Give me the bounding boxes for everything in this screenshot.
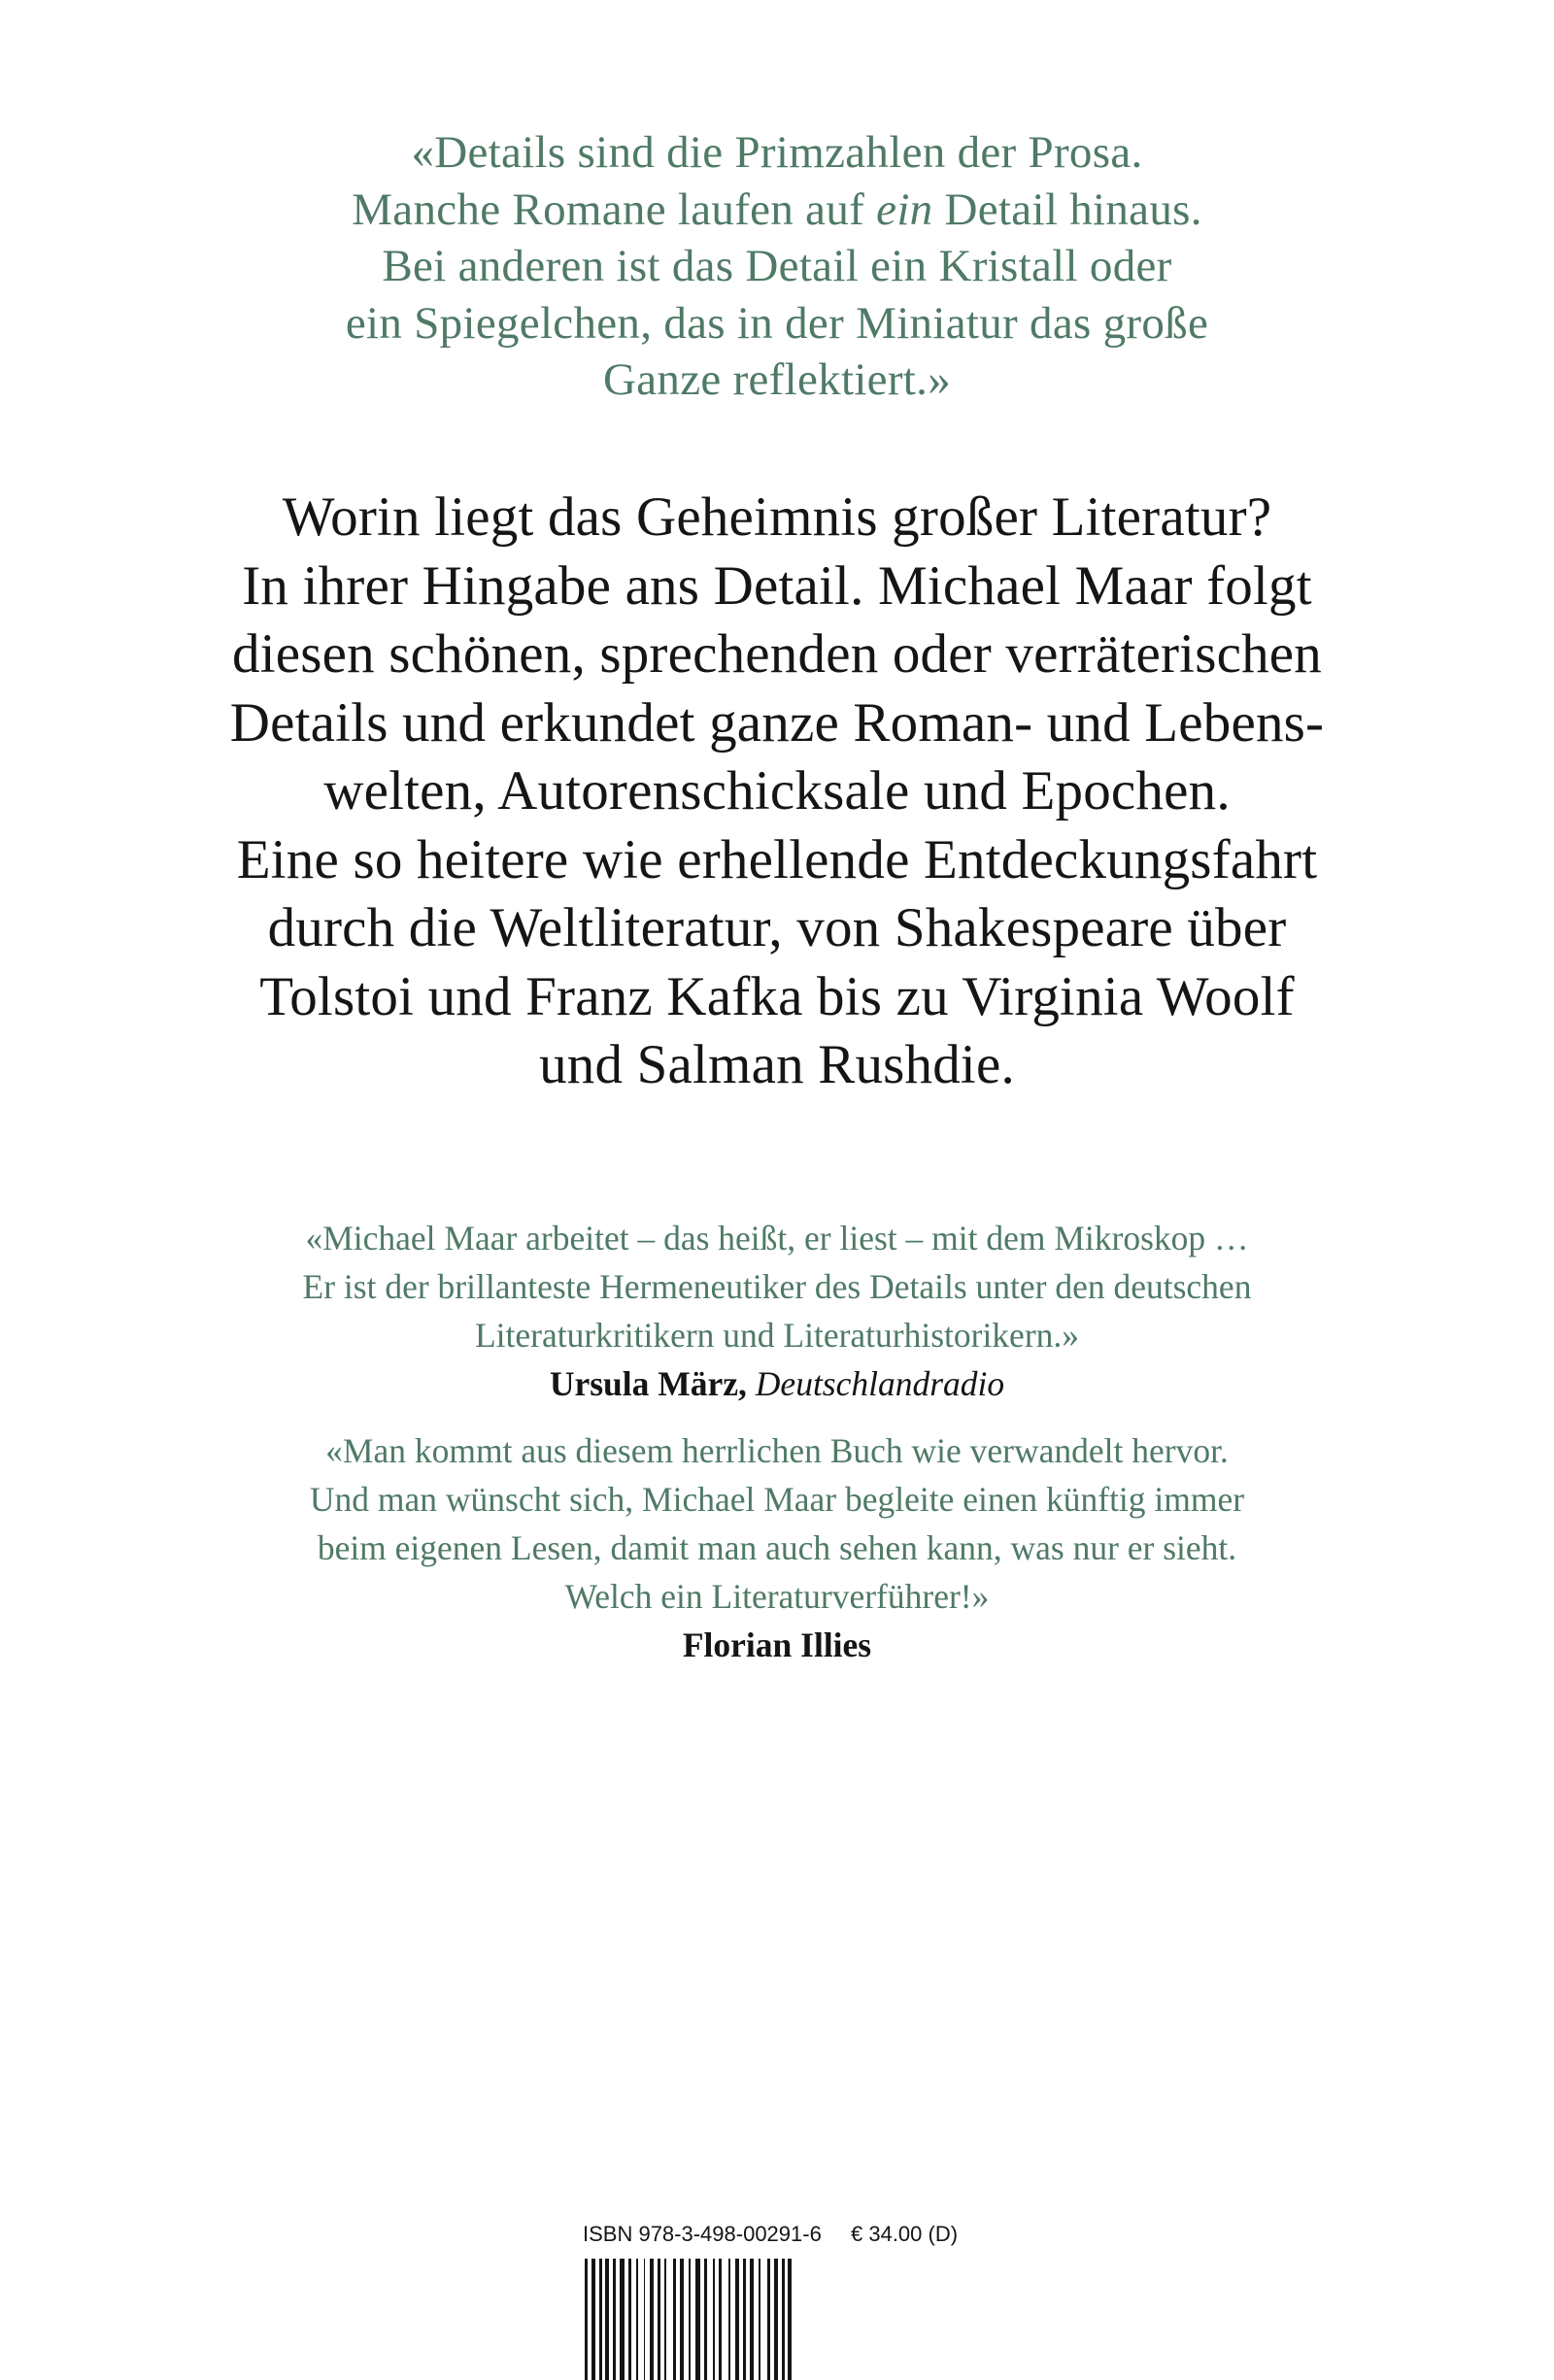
description-line: und Salman Rushdie. <box>539 1034 1015 1095</box>
barcode-bar <box>735 2259 739 2380</box>
review-quote-2 <box>0 1426 1554 1669</box>
book-description <box>0 484 1554 1100</box>
barcode-bar <box>759 2259 760 2380</box>
description-line: Tolstoi und Franz Kafka bis zu Virginia Woolf <box>259 965 1295 1027</box>
barcode-bar <box>782 2259 785 2380</box>
review-line: «Michael Maar arbeitet – das heißt, er liest – mit dem Mikroskop … <box>305 1219 1249 1257</box>
review-outlet: Deutschlandradio <box>755 1364 1005 1403</box>
barcode-bar <box>750 2259 754 2380</box>
barcode-bar <box>664 2259 666 2380</box>
review-line: Er ist der brillanteste Hermeneutiker des Details unter den deutschen <box>302 1267 1252 1306</box>
barcode-bar <box>673 2259 676 2380</box>
description-line: welten, Autorenschicksale und Epochen. <box>323 760 1231 821</box>
isbn-line <box>583 2222 971 2251</box>
description-line: diesen schönen, sprechenden oder verräterischen <box>232 623 1322 685</box>
top-quote-line: ein Spiegelchen, das in der Miniatur das große <box>345 297 1209 349</box>
description-line: Worin liegt das Geheimnis großer Literatur? <box>282 486 1272 548</box>
top-quote-line: Bei anderen ist das Detail ein Kristall oder <box>382 241 1172 291</box>
isbn-number: ISBN 978-3-498-00291-6 <box>583 2222 822 2246</box>
barcode-bar <box>767 2259 770 2380</box>
top-quote-line: Manche Romane laufen auf ein Detail hinaus. <box>352 184 1202 235</box>
barcode-bar <box>644 2259 645 2380</box>
review-author: Florian Illies <box>682 1626 872 1664</box>
barcode-bar <box>680 2259 684 2380</box>
top-quote-line: Ganze reflektiert.» <box>603 354 951 405</box>
review-line: Welch ein Literaturverführer!» <box>564 1577 990 1616</box>
barcode <box>583 2259 971 2380</box>
barcode-bar <box>650 2259 654 2380</box>
barcode-bar <box>585 2259 588 2380</box>
barcode-bar <box>689 2259 691 2380</box>
description-line: durch die Weltliteratur, von Shakespeare über <box>267 897 1287 958</box>
review-author: Ursula März <box>549 1364 739 1403</box>
barcode-bar <box>613 2259 616 2380</box>
review-line: beim eigenen Lesen, damit man auch sehen kann, was nur er sieht. <box>317 1528 1237 1567</box>
top-quote <box>0 124 1554 409</box>
review-line: Und man wünscht sich, Michael Maar begleite einen künftig immer <box>309 1480 1245 1519</box>
price: € 34.00 (D) <box>851 2222 959 2246</box>
barcode-bar <box>719 2259 722 2380</box>
review-line: «Man kommt aus diesem herrlichen Buch wie verwandelt hervor. <box>325 1431 1229 1470</box>
barcode-bar <box>620 2259 625 2380</box>
review-source <box>0 1621 1554 1669</box>
review-quote-1 <box>0 1214 1554 1408</box>
review-source: Ursula März, Deutschlandradio <box>549 1364 1005 1403</box>
barcode-bar <box>704 2259 707 2380</box>
barcode-bar <box>591 2259 595 2380</box>
top-quote-line: «Details sind die Primzahlen der Prosa. <box>411 127 1143 178</box>
barcode-bar <box>628 2259 631 2380</box>
description-line: Eine so heitere wie erhellende Entdeckungsfahrt <box>236 828 1318 890</box>
barcode-bar <box>695 2259 700 2380</box>
barcode-bar <box>788 2259 792 2380</box>
description-line: In ihrer Hingabe ans Detail. Michael Maar folgt <box>242 554 1312 617</box>
review-line: Literaturkritikern und Literaturhistorikern.» <box>474 1316 1080 1355</box>
barcode-bar <box>713 2259 715 2380</box>
barcode-bar <box>599 2259 602 2380</box>
barcode-bar <box>605 2259 609 2380</box>
description-line: Details und erkundet ganze Roman- und Lebens- <box>229 691 1325 754</box>
barcode-bar <box>658 2259 660 2380</box>
barcode-bar <box>728 2259 730 2380</box>
barcode-bar <box>636 2259 638 2380</box>
barcode-bar <box>743 2259 746 2380</box>
barcode-bar <box>774 2259 778 2380</box>
